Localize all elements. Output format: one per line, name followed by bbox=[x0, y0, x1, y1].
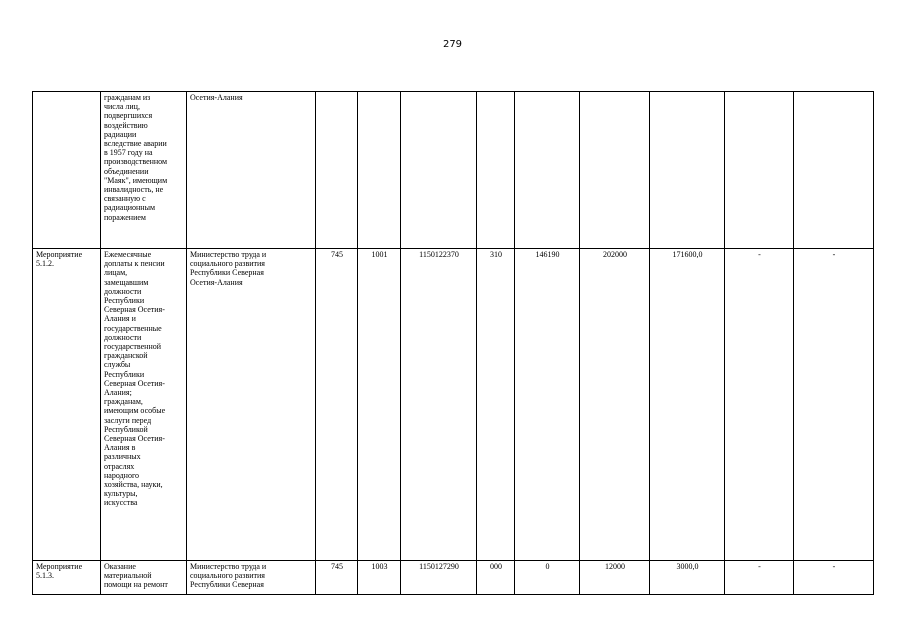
executor-cell: Министерство труда и социального развития Республики Северная Осетия-Алания bbox=[187, 249, 316, 561]
amount-cell: 146190 bbox=[515, 249, 580, 561]
event-name-cell: гражданам из числа лиц, подвергшихся воздействию радиации вследствие аварии в 1957 году на производственном объединении "Маяк", имеющим инвалидность, не связанную с радиационным поражением bbox=[101, 92, 187, 249]
amount-cell: - bbox=[725, 561, 794, 595]
table-row bbox=[33, 92, 874, 249]
amount-cell bbox=[794, 92, 874, 249]
budget-table bbox=[32, 91, 874, 595]
amount-cell: 0 bbox=[515, 561, 580, 595]
event-cell: Мероприятие 5.1.2. bbox=[33, 249, 101, 561]
vr-cell bbox=[477, 92, 515, 249]
amount-cell bbox=[650, 92, 725, 249]
event-name-cell: Ежемесячные доплаты к пенсии лицам, замещавшим должности Республики Северная Осетия- Алания и государственные должности государственной гражданской службы Республики Северная Осетия- Алания; гражданам, имеющим особые заслуги перед Республикой Северная Осетия- Алания в различных отраслях народного хозяйства, науки, культуры, искусства bbox=[101, 249, 187, 561]
amount-cell: - bbox=[794, 249, 874, 561]
rzpr-cell: 1001 bbox=[358, 249, 401, 561]
vr-cell: 310 bbox=[477, 249, 515, 561]
executor-cell: Осетия-Алания bbox=[187, 92, 316, 249]
amount-cell bbox=[725, 92, 794, 249]
csr-cell bbox=[401, 92, 477, 249]
amount-cell: 12000 bbox=[580, 561, 650, 595]
table-row bbox=[33, 249, 874, 561]
grbs-cell bbox=[316, 92, 358, 249]
event-cell bbox=[33, 92, 101, 249]
executor-cell: Министерство труда и социального развития Республики Северная bbox=[187, 561, 316, 595]
grbs-cell: 745 bbox=[316, 561, 358, 595]
csr-cell: 1150127290 bbox=[401, 561, 477, 595]
grbs-cell: 745 bbox=[316, 249, 358, 561]
rzpr-cell: 1003 bbox=[358, 561, 401, 595]
amount-cell: 3000,0 bbox=[650, 561, 725, 595]
event-name-cell: Оказание материальной помощи на ремонт bbox=[101, 561, 187, 595]
amount-cell bbox=[580, 92, 650, 249]
page-number: 279 bbox=[442, 39, 463, 50]
csr-cell: 1150122370 bbox=[401, 249, 477, 561]
amount-cell: - bbox=[794, 561, 874, 595]
amount-cell bbox=[515, 92, 580, 249]
amount-cell: 171600,0 bbox=[650, 249, 725, 561]
table-row bbox=[33, 561, 874, 595]
amount-cell: - bbox=[725, 249, 794, 561]
vr-cell: 000 bbox=[477, 561, 515, 595]
rzpr-cell bbox=[358, 92, 401, 249]
event-cell: Мероприятие 5.1.3. bbox=[33, 561, 101, 595]
amount-cell: 202000 bbox=[580, 249, 650, 561]
